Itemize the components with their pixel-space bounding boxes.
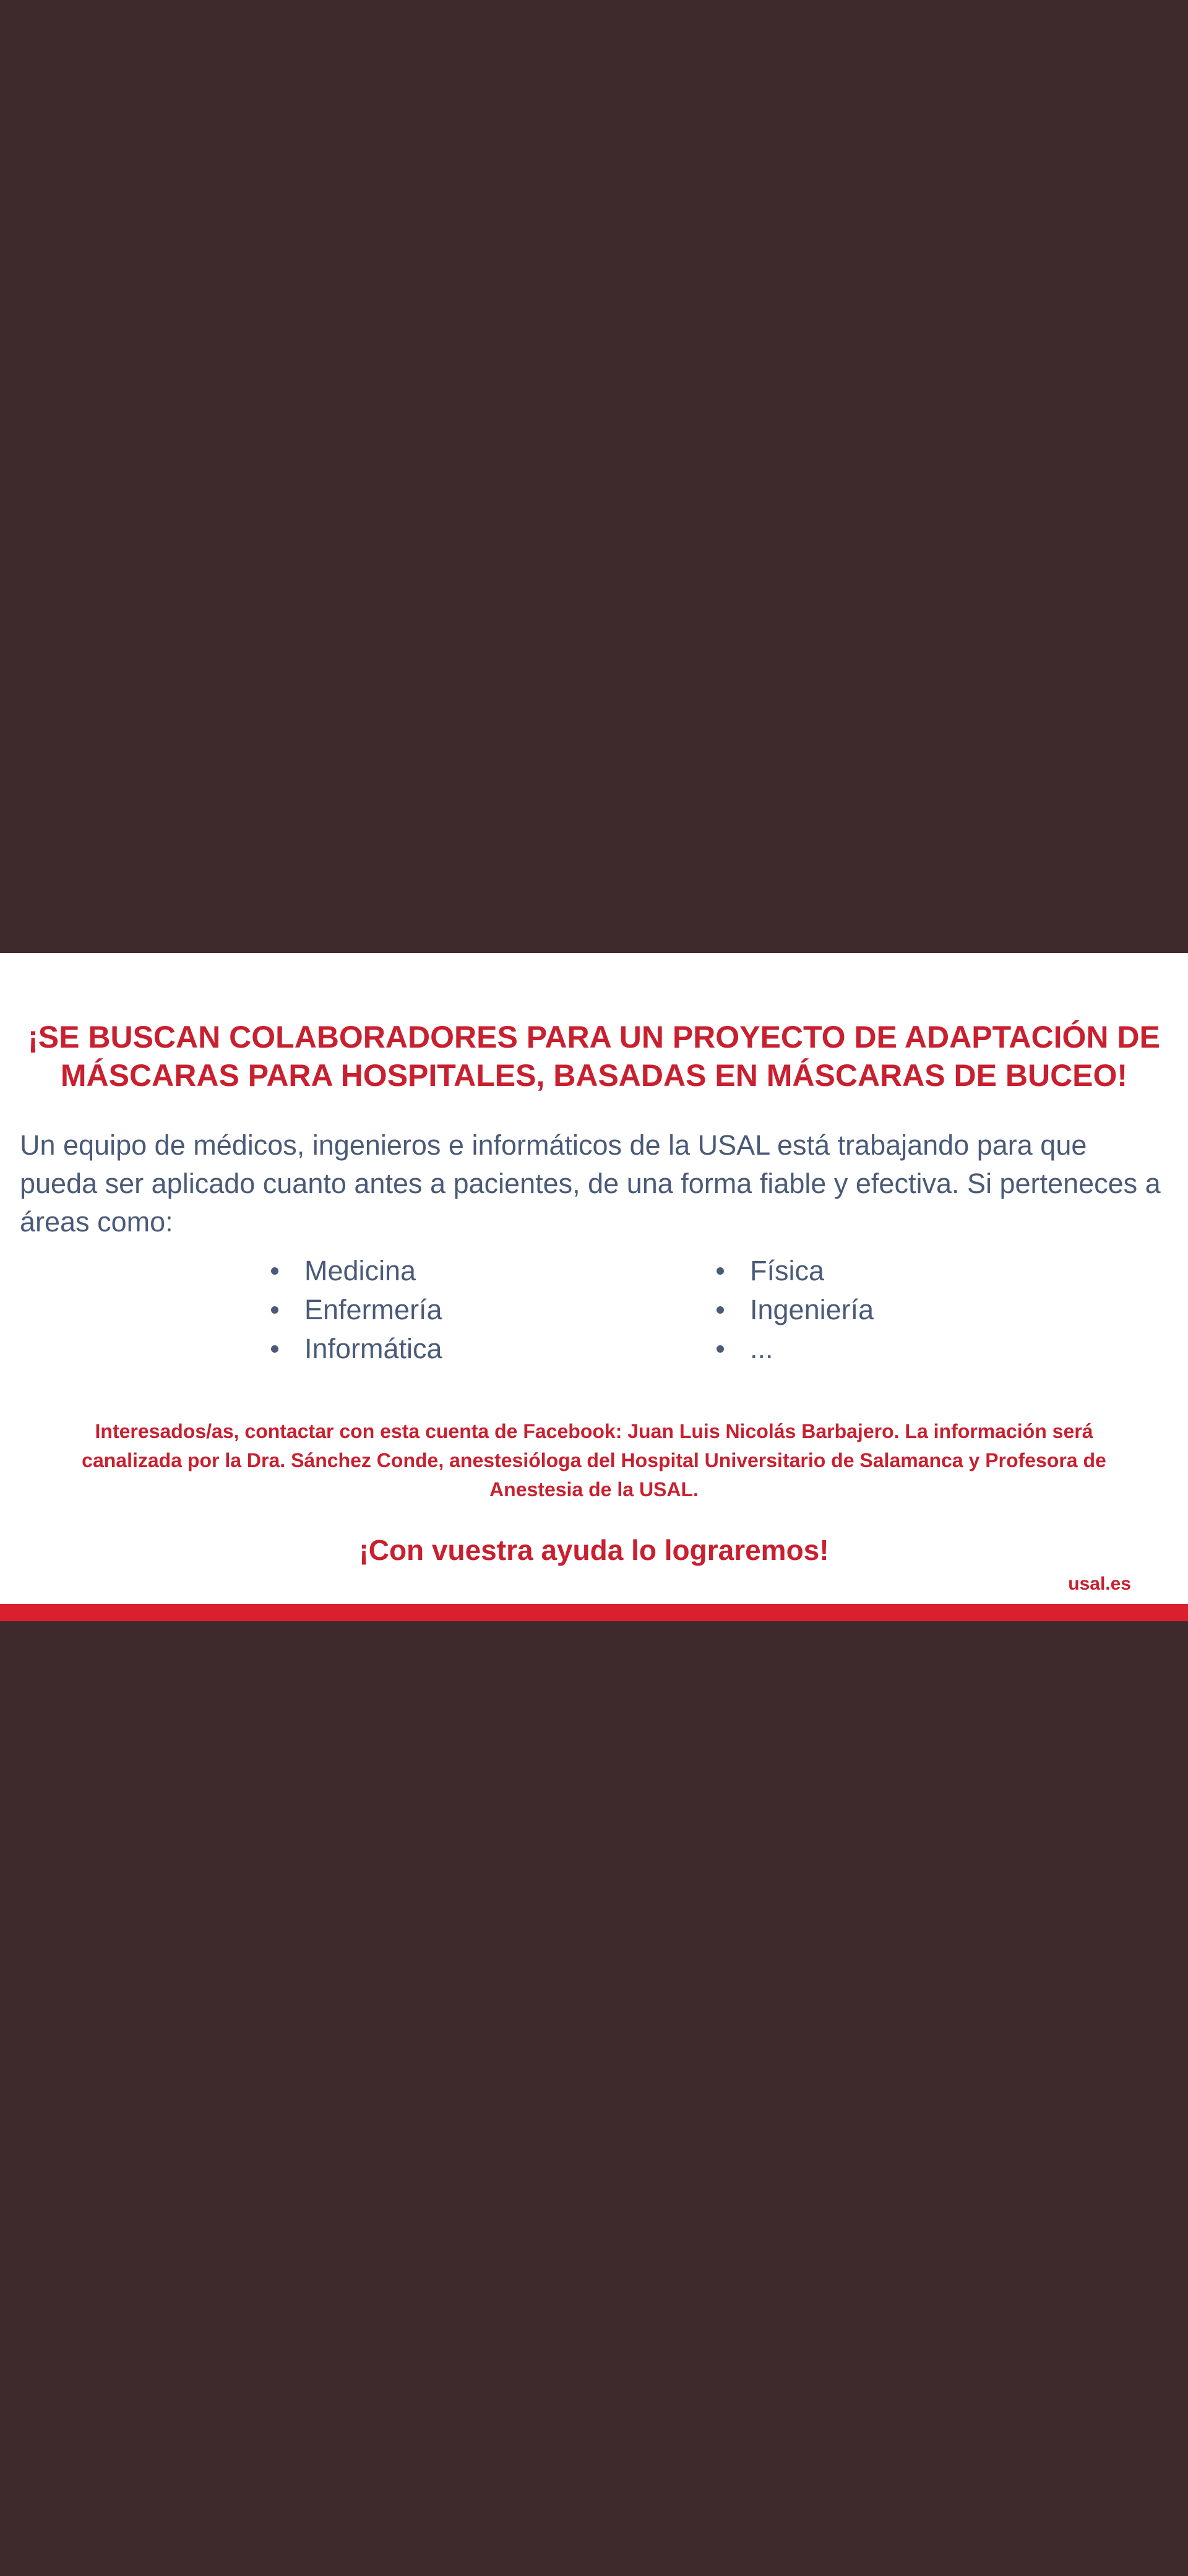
areas-list-left <box>266 1251 442 1368</box>
list-item <box>712 1251 874 1290</box>
areas-list-right <box>712 1251 874 1368</box>
list-item <box>712 1290 874 1329</box>
area-label: Ingeniería <box>750 1294 874 1325</box>
brand-link[interactable]: usal.es <box>1068 1574 1131 1594</box>
bullet-icon <box>271 1267 278 1275</box>
area-label: Física <box>750 1255 825 1286</box>
list-item <box>266 1329 442 1368</box>
bullet-icon <box>717 1306 724 1314</box>
area-label: Enfermería <box>304 1294 442 1325</box>
bullet-icon <box>717 1267 724 1275</box>
list-item <box>266 1251 442 1290</box>
bottom-red-stripe <box>0 1604 1188 1621</box>
list-item <box>712 1329 874 1368</box>
bullet-icon <box>271 1345 278 1353</box>
list-item <box>266 1290 442 1329</box>
poster-headline: ¡SE BUSCAN COLABORADORES PARA UN PROYECTO DE ADAPTACIÓN DE MÁSCARAS PARA HOSPITALES, BASADAS EN MÁSCARAS DE BUCEO! <box>28 1020 1160 1093</box>
bullet-icon <box>271 1306 278 1314</box>
area-label: Medicina <box>304 1255 416 1286</box>
area-label: Informática <box>304 1333 442 1364</box>
bullet-icon <box>717 1345 724 1353</box>
area-label: ... <box>750 1333 773 1364</box>
contact-info: Interesados/as, contactar con esta cuenta de Facebook: Juan Luis Nicolás Barbajero. La información será canalizada por la Dra. Sánchez Conde, anestesióloga del Hospital Universitario de Salamanca y Profesora de Anestesia de la USAL. <box>82 1420 1106 1501</box>
poster-intro-text: Un equipo de médicos, ingenieros e informáticos de la USAL está trabajando para que pueda ser aplicado cuanto antes a pacientes, de una forma fiable y efectiva. Si perteneces a áreas como: <box>20 1129 1161 1238</box>
slogan: ¡Con vuestra ayuda lo lograremos! <box>359 1534 829 1566</box>
poster-card <box>0 953 1188 1621</box>
